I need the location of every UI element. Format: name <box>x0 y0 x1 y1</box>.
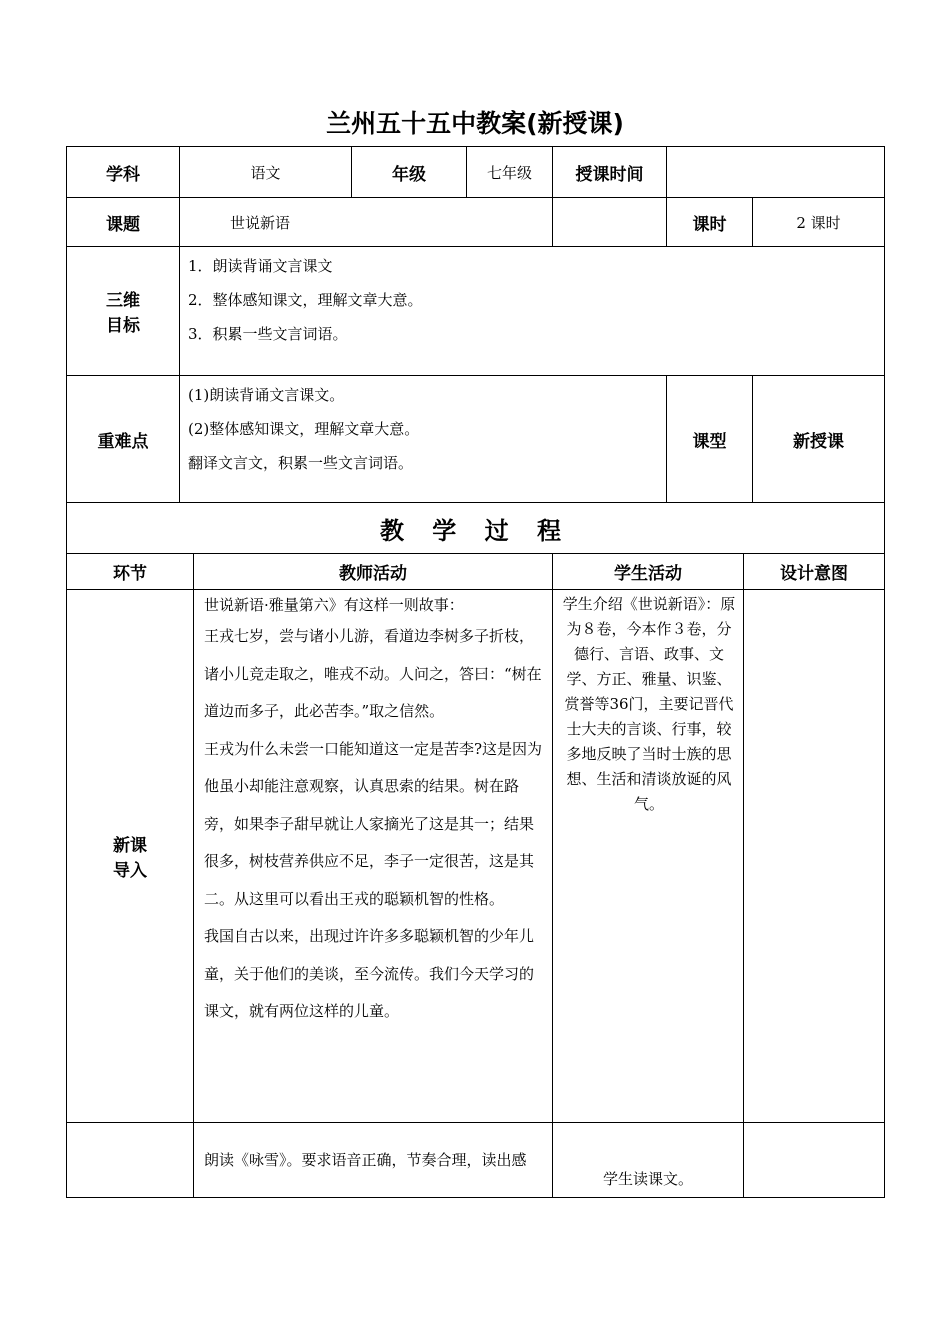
grade-value: 七年级 <box>467 147 553 198</box>
student-activity-intro: 学生介绍《世说新语》：原为８卷，今本作３卷，分德行、言语、政事、文学、方正、雅量、识鉴、赏誉等36门，主要记晋代士大夫的言谈、行事，较多地反映了当时士族的思想、生活和清谈放诞的风气。 <box>553 590 744 1123</box>
subject-label: 学科 <box>67 147 180 198</box>
process-title: 教 学 过 程 <box>67 503 885 554</box>
time-value <box>667 147 885 198</box>
goals-list <box>180 247 885 376</box>
hours-label: 课时 <box>667 198 753 247</box>
time-label: 授课时间 <box>553 147 667 198</box>
teacher-paragraph: 王戎七岁，尝与诸小儿游，看道边李树多子折枝，诸小儿竞走取之，唯戎不动。人问之，答曰：“树在道边而多子，此必苦李。”取之信然。 <box>204 627 542 720</box>
hours-value: 2 课时 <box>753 198 885 247</box>
key-point-item: (1)朗读背诵文言课文。 <box>188 386 345 404</box>
topic-label: 课题 <box>67 198 180 247</box>
stage-intro <box>67 590 194 1123</box>
subject-value: 语文 <box>180 147 352 198</box>
goals-label-line1: 三维 <box>106 291 140 311</box>
design-intent-reading <box>744 1123 885 1198</box>
key-points-list <box>180 376 667 503</box>
header-student: 学生活动 <box>553 554 744 590</box>
teacher-activity-reading: 朗读《咏雪》。要求语音正确，节奏合理，读出感 <box>194 1123 553 1198</box>
stage-intro-line2: 导入 <box>113 861 147 881</box>
goal-item: 3．积累一些文言词语。 <box>188 325 348 343</box>
process-table <box>66 553 885 1198</box>
stage-intro-line1: 新课 <box>113 836 147 856</box>
grade-label: 年级 <box>352 147 467 198</box>
teacher-paragraph: 王戎为什么未尝一口能知道这一定是苦李?这是因为他虽小却能注意观察，认真思索的结果。树在路旁，如果李子甜早就让人家摘光了这是其一；结果很多，树枝营养供应不足，李子一定很苦，这是其二。从这里可以看出王戎的聪颖机智的性格。 <box>204 739 543 908</box>
teacher-paragraph: 世说新语·雅量第六》有这样一则故事： <box>204 596 464 614</box>
goal-item: 1．朗读背诵文言课文 <box>188 257 333 275</box>
key-point-item: 翻译文言文，积累一些文言词语。 <box>188 454 414 472</box>
header-stage: 环节 <box>67 554 194 590</box>
student-activity-reading: 学生读课文。 <box>553 1123 744 1198</box>
lesson-type-value: 新授课 <box>753 376 885 503</box>
header-teacher: 教师活动 <box>194 554 553 590</box>
goal-item: 2．整体感知课文，理解文章大意。 <box>188 291 423 309</box>
goals-label-line2: 目标 <box>106 316 140 336</box>
stage-reading <box>67 1123 194 1198</box>
topic-value: 世说新语 <box>180 198 553 247</box>
key-points-label: 重难点 <box>67 376 180 503</box>
key-point-item: (2)整体感知课文，理解文章大意。 <box>188 420 420 438</box>
goals-label <box>67 247 180 376</box>
topic-spacer <box>553 198 667 247</box>
lesson-type-label: 课型 <box>667 376 753 503</box>
header-design: 设计意图 <box>744 554 885 590</box>
design-intent-intro <box>744 590 885 1123</box>
info-table <box>66 146 885 554</box>
document-title: 兰州五十五中教案(新授课) <box>326 109 624 138</box>
teacher-activity-intro <box>194 590 553 1123</box>
teacher-paragraph: 我国自古以来，出现过许许多多聪颖机智的少年儿童，关于他们的美谈，至今流传。我们今天学习的课文，就有两位这样的儿童。 <box>204 927 535 1020</box>
